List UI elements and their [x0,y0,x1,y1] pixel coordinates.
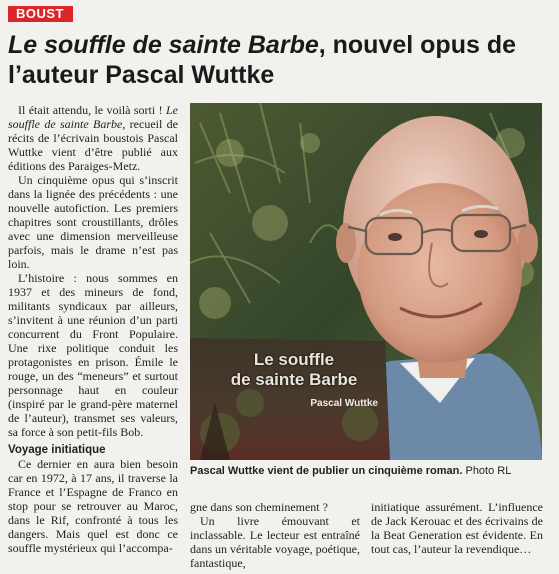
headline-rest: , nouvel opus de l’auteur Pascal Wuttke [8,31,516,89]
paragraph: Un cinquième opus qui s’inscrit dans la lignée des précédents : une nouvelle autofiction. Les premiers chapitres sont croustillants, drôles avec une dimension merveilleuse parfois, mais le drame n’est pas loin. [8,173,178,271]
headline [8,30,553,90]
photo-credit: Photo RL [462,465,512,477]
paragraph: Un livre émouvant et inclassable. Le lecteur est entraîné dans un véritable voyage, poétique, fantastique, [190,514,360,570]
headline-book-title: Le souffle de sainte Barbe [8,31,319,59]
paragraph: L’histoire : nous sommes en 1937 et des mineurs de fond, militants syndicaux par ailleurs, s’invitent à une réunion d’un parti concurrent du Front Populaire. Une rixe politique conduit les protagonistes en prison. Émile le rouge, un des “meneurs” et surtout personnage haut en couleur (inspiré par le grand-père maternel de l’auteur), transmet ses valeurs, sa force à son petit-fils Bob. [8,271,178,439]
article-column-1 [8,103,178,555]
book-cover-title-line1: Le souffle [253,350,335,369]
caption-text: Pascal Wuttke vient de publier un cinquième roman. [190,465,463,477]
book-cover-title-line2: de sainte Barbe [230,370,358,389]
book-cover-text [204,350,384,409]
photo-caption [190,465,542,478]
paragraph: gne dans son cheminement ? [190,500,328,514]
author-photo [190,103,542,460]
paragraph: initiatique assurément. L’influence de Jack Kerouac et des écrivains de la Beat Generation est évidente. En tout cas, l’auteur la revendique… [371,500,543,556]
paragraph: Ce dernier en aura bien besoin car en 1972, à 17 ans, il traverse la France et l’Espagne de Franco en stop pour se retrouver au Maroc, dans le Rif, confronté à tous les dangers. Mais quel est donc ce souffle mystérieux qui l’accompa- [8,457,178,555]
text-run: Il était attendu, le voilà sorti ! [18,103,166,117]
book-title-italic: Le souffle de sainte Barbe [8,103,178,131]
section-tag: BOUST [8,6,73,22]
subheading: Voyage initiatique [8,444,106,456]
text-run: , recueil de récits de l’écrivain boustois Pascal Wuttke vient d’être publié aux éditions des Paraiges-Metz. [8,117,178,173]
article-column-2 [190,500,360,570]
paragraph [8,103,178,173]
article-column-3 [371,500,543,556]
book-cover-author: Pascal Wuttke [310,398,378,409]
